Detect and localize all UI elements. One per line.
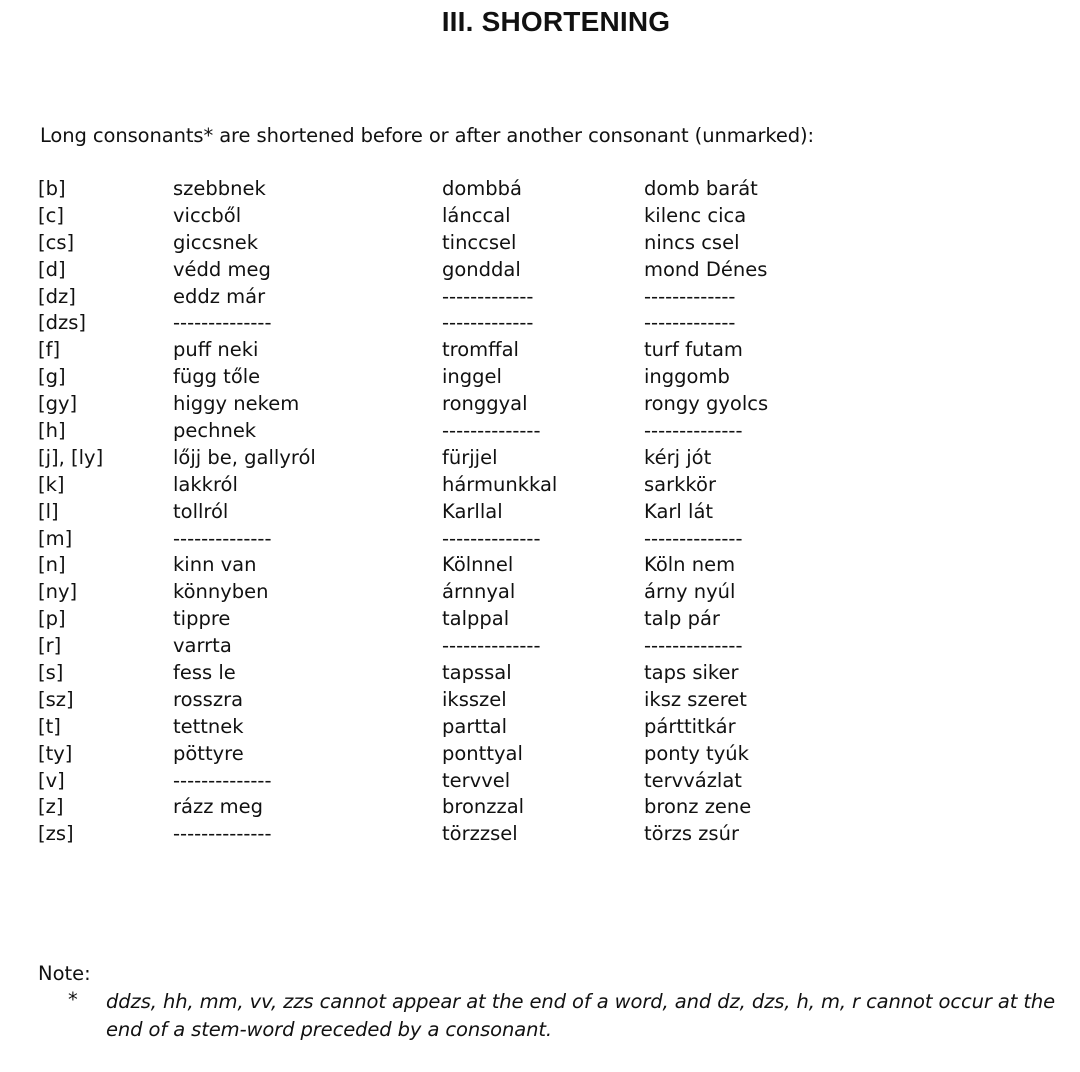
example-col-1: viccből: [173, 203, 242, 227]
example-col-2: tapssal: [442, 661, 512, 685]
example-col-2: tromffal: [442, 338, 519, 362]
shortening-table: [38, 176, 818, 848]
example-col-2: Kölnnel: [442, 553, 514, 577]
consonant-label: [dz]: [38, 284, 76, 308]
table-row: [38, 257, 818, 284]
table-row: [38, 472, 818, 499]
example-col-1: könnyben: [173, 580, 269, 604]
consonant-label: [l]: [38, 499, 59, 523]
table-row: [38, 714, 818, 741]
example-col-1: tettnek: [173, 714, 244, 738]
consonant-label: [ty]: [38, 741, 73, 765]
consonant-label: [gy]: [38, 392, 78, 416]
consonant-label: [f]: [38, 338, 61, 362]
consonant-label: [p]: [38, 607, 66, 631]
example-col-2: lánccal: [442, 203, 511, 227]
example-col-3: rongy gyolcs: [644, 392, 769, 416]
example-col-1: tippre: [173, 607, 231, 631]
consonant-label: [z]: [38, 795, 64, 819]
table-row: [38, 284, 818, 311]
table-row: [38, 768, 818, 795]
example-col-3: taps siker: [644, 661, 739, 685]
example-col-1: pöttyre: [173, 741, 244, 765]
table-row: [38, 687, 818, 714]
example-col-3: ponty tyúk: [644, 741, 749, 765]
note-text: ddzs, hh, mm, vv, zzs cannot appear at the end of a word, and dz, dzs, h, m, r cannot occur at the end of a stem-word preceded by a consonant.: [106, 990, 1056, 1041]
example-col-2: --------------: [442, 526, 541, 550]
example-col-1: kinn van: [173, 553, 257, 577]
consonant-label: [s]: [38, 661, 64, 685]
consonant-label: [cs]: [38, 230, 75, 254]
example-col-1: puff neki: [173, 338, 259, 362]
example-col-1: --------------: [173, 526, 272, 550]
example-col-3: Köln nem: [644, 553, 736, 577]
table-row: [38, 310, 818, 337]
table-row: [38, 794, 818, 821]
example-col-1: pechnek: [173, 419, 257, 443]
consonant-label: [r]: [38, 634, 62, 658]
note-marker: *: [68, 988, 78, 1011]
table-row: [38, 606, 818, 633]
consonant-label: [t]: [38, 714, 61, 738]
example-col-1: védd meg: [173, 257, 271, 281]
example-col-1: lőjj be, gallyról: [173, 445, 316, 469]
example-col-2: árnnyal: [442, 580, 516, 604]
table-row: [38, 364, 818, 391]
example-col-2: tervvel: [442, 768, 511, 792]
example-col-3: törzs zsúr: [644, 822, 739, 846]
example-col-3: -------------: [644, 311, 736, 335]
example-col-2: -------------: [442, 311, 534, 335]
example-col-3: domb barát: [644, 177, 758, 200]
table-row: [38, 445, 818, 472]
consonant-label: [d]: [38, 257, 66, 281]
example-col-2: hármunkkal: [442, 472, 558, 496]
consonant-label: [b]: [38, 177, 66, 200]
table-row: [38, 526, 818, 553]
example-col-1: --------------: [173, 822, 272, 846]
consonant-label: [m]: [38, 526, 73, 550]
example-col-3: turf futam: [644, 338, 743, 362]
table-row: [38, 418, 818, 445]
table-row: [38, 660, 818, 687]
intro-text: Long consonants* are shortened before or after another consonant (unmarked):: [40, 124, 815, 147]
example-col-3: sarkkör: [644, 472, 716, 496]
example-col-1: eddz már: [173, 284, 266, 308]
example-col-3: Karl lát: [644, 499, 714, 523]
example-col-2: --------------: [442, 634, 541, 658]
table-row: [38, 176, 818, 203]
example-col-3: bronz zene: [644, 795, 752, 819]
table-row: [38, 741, 818, 768]
note-label: Note:: [38, 962, 91, 985]
example-col-2: ronggyal: [442, 392, 528, 416]
example-col-3: kérj jót: [644, 445, 712, 469]
table-row: [38, 579, 818, 606]
example-col-1: tollról: [173, 499, 229, 523]
table-row: [38, 203, 818, 230]
example-col-3: árny nyúl: [644, 580, 736, 604]
example-col-2: inggel: [442, 365, 502, 389]
example-col-2: bronzzal: [442, 795, 525, 819]
example-col-2: --------------: [442, 419, 541, 443]
example-col-1: rázz meg: [173, 795, 264, 819]
consonant-label: [c]: [38, 203, 64, 227]
example-col-1: --------------: [173, 768, 272, 792]
example-col-1: giccsnek: [173, 230, 259, 254]
example-col-3: párttitkár: [644, 714, 736, 738]
example-col-3: -------------: [644, 284, 736, 308]
consonant-label: [j], [ly]: [38, 445, 104, 469]
example-col-2: ponttyal: [442, 741, 523, 765]
example-col-2: talppal: [442, 607, 510, 631]
example-col-3: iksz szeret: [644, 687, 747, 711]
example-col-2: gonddal: [442, 257, 521, 281]
example-col-3: nincs csel: [644, 230, 740, 254]
table-row: [38, 391, 818, 418]
example-col-1: fess le: [173, 661, 236, 685]
example-col-1: varrta: [173, 634, 232, 658]
consonant-label: [h]: [38, 419, 66, 443]
consonant-label: [v]: [38, 768, 65, 792]
example-col-1: függ tőle: [173, 365, 261, 389]
example-col-3: --------------: [644, 419, 743, 443]
example-col-2: fürjjel: [442, 445, 498, 469]
example-col-3: --------------: [644, 634, 743, 658]
table-row: [38, 821, 818, 848]
consonant-label: [sz]: [38, 687, 74, 711]
example-col-1: --------------: [173, 311, 272, 335]
example-col-1: higgy nekem: [173, 392, 300, 416]
consonant-label: [dzs]: [38, 311, 86, 335]
example-col-3: tervvázlat: [644, 768, 742, 792]
example-col-2: Karllal: [442, 499, 503, 523]
table-row: [38, 337, 818, 364]
example-col-1: rosszra: [173, 687, 244, 711]
example-col-3: --------------: [644, 526, 743, 550]
example-col-2: dombbá: [442, 177, 523, 200]
table-row: [38, 633, 818, 660]
example-col-1: lakkról: [173, 472, 238, 496]
consonant-label: [n]: [38, 553, 66, 577]
example-col-2: parttal: [442, 714, 508, 738]
example-col-3: kilenc cica: [644, 203, 747, 227]
consonant-label: [k]: [38, 472, 65, 496]
example-col-2: -------------: [442, 284, 534, 308]
example-col-1: szebbnek: [173, 177, 266, 200]
example-col-2: törzzsel: [442, 822, 518, 846]
example-col-3: talp pár: [644, 607, 720, 631]
example-col-3: mond Dénes: [644, 257, 768, 281]
example-col-2: iksszel: [442, 687, 507, 711]
table-row: [38, 552, 818, 579]
page-title: III. SHORTENING: [441, 6, 671, 37]
consonant-label: [ny]: [38, 580, 78, 604]
example-col-2: tinccsel: [442, 230, 517, 254]
consonant-label: [zs]: [38, 822, 74, 846]
consonant-label: [g]: [38, 365, 66, 389]
table-row: [38, 499, 818, 526]
example-col-3: inggomb: [644, 365, 730, 389]
table-row: [38, 230, 818, 257]
